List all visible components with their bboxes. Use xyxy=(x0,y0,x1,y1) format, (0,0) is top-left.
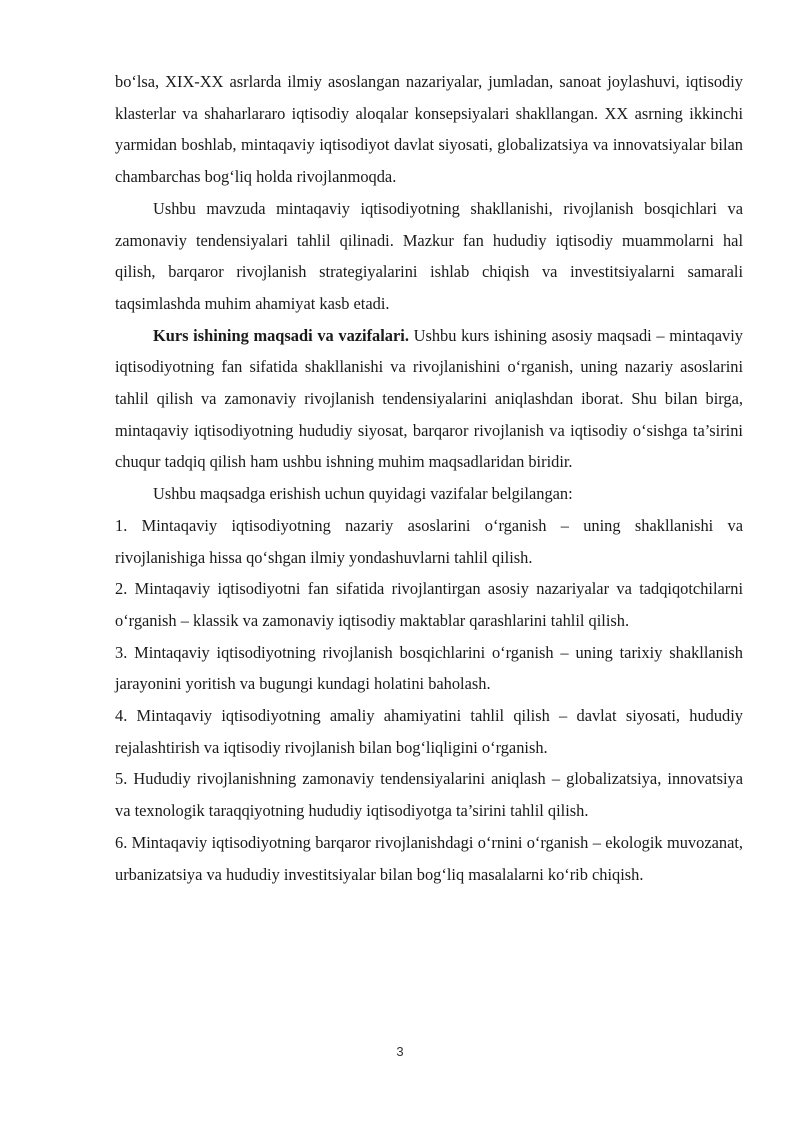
tasks-intro: Ushbu maqsadga erishish uchun quyidagi vazifalar belgilangan: xyxy=(153,484,573,504)
task-item-5: 5. Hududiy rivojlanishning zamonaviy tendensiyalarini aniqlash – globalizatsiya, innovatsiya va texnologik taraqqiyotning hududiy iqtisodiyotga ta’sirini tahlil qilish. xyxy=(115,769,743,821)
document-page xyxy=(115,66,743,890)
task-item-6: 6. Mintaqaviy iqtisodiyotning barqaror rivojlanishdagi o‘rnini o‘rganish – ekologik muvozanat, urbanizatsiya va hududiy investitsiyalar bilan bog‘liq masalalarni ko‘rib chiqish. xyxy=(115,832,743,884)
task-item-4: 4. Mintaqaviy iqtisodiyotning amaliy ahamiyatini tahlil qilish – davlat siyosati, hududiy rejalashtirish va iqtisodiy rivojlanish bilan bog‘liqligini o‘rganish. xyxy=(115,706,743,757)
goal-text: Ushbu kurs ishining asosiy maqsadi – mintaqaviy iqtisodiyotning fan sifatida shakllanishi va rivojlanishini o‘rganish, uning nazariy asoslarini tahlil qilish va zamonaviy rivojlanish tendensiyalarini aniqlashdan iborat. Shu bilan birga, mintaqaviy iqtisodiyotning hududiy siyosat, barqaror rivojlanish va iqtisodiy o‘sishga ta’sirini chuqur tadqiq qilish ham ushbu ishning muhim maqsadlaridan biridir. xyxy=(115,325,744,472)
task-item-2: 2. Mintaqaviy iqtisodiyotni fan sifatida rivojlantirgan asosiy nazariyalar va tadqiqotchilarni o‘rganish – klassik va zamonaviy iqtisodiy maktablar qarashlarini tahlil qilish. xyxy=(115,579,743,630)
paragraph-topic-overview: Ushbu mavzuda mintaqaviy iqtisodiyotning shakllanishi, rivojlanish bosqichlari va zamonaviy tendensiyalari tahlil qilinadi. Mazkur fan hududiy iqtisodiy muammolarni hal qilish, barqaror rivojlanish strategiyalarini ishlab chiqish va investitsiyalarni samarali taqsimlashda muhim ahamiyat kasb etadi. xyxy=(115,198,743,313)
task-item-3: 3. Mintaqaviy iqtisodiyotning rivojlanish bosqichlarini o‘rganish – uning tarixiy shakllanish jarayonini yoritish va bugungi kundagi holatini baholash. xyxy=(115,642,743,694)
paragraph-intro-continuation: bo‘lsa, XIX-XX asrlarda ilmiy asoslangan nazariyalar, jumladan, sanoat joylashuvi, iqtisodiy klasterlar va shaharlararo iqtisodiy aloqalar konsepsiyalari shakllangan. XX asrning ikkinchi yarmidan boshlab, mintaqaviy iqtisodiyot davlat siyosati, globalizatsiya va innovatsiyalar bilan chambarchas bog‘liq holda rivojlanmoqda. xyxy=(115,72,743,187)
page-number: 3 xyxy=(396,1044,404,1059)
task-item-1: 1. Mintaqaviy iqtisodiyotning nazariy asoslarini o‘rganish – uning shakllanishi va rivojlanishiga hissa qo‘shgan ilmiy yondashuvlarni tahlil qilish. xyxy=(115,515,743,567)
goal-heading: Kurs ishining maqsadi va vazifalari. xyxy=(153,325,409,345)
paragraph-goal xyxy=(115,320,743,479)
